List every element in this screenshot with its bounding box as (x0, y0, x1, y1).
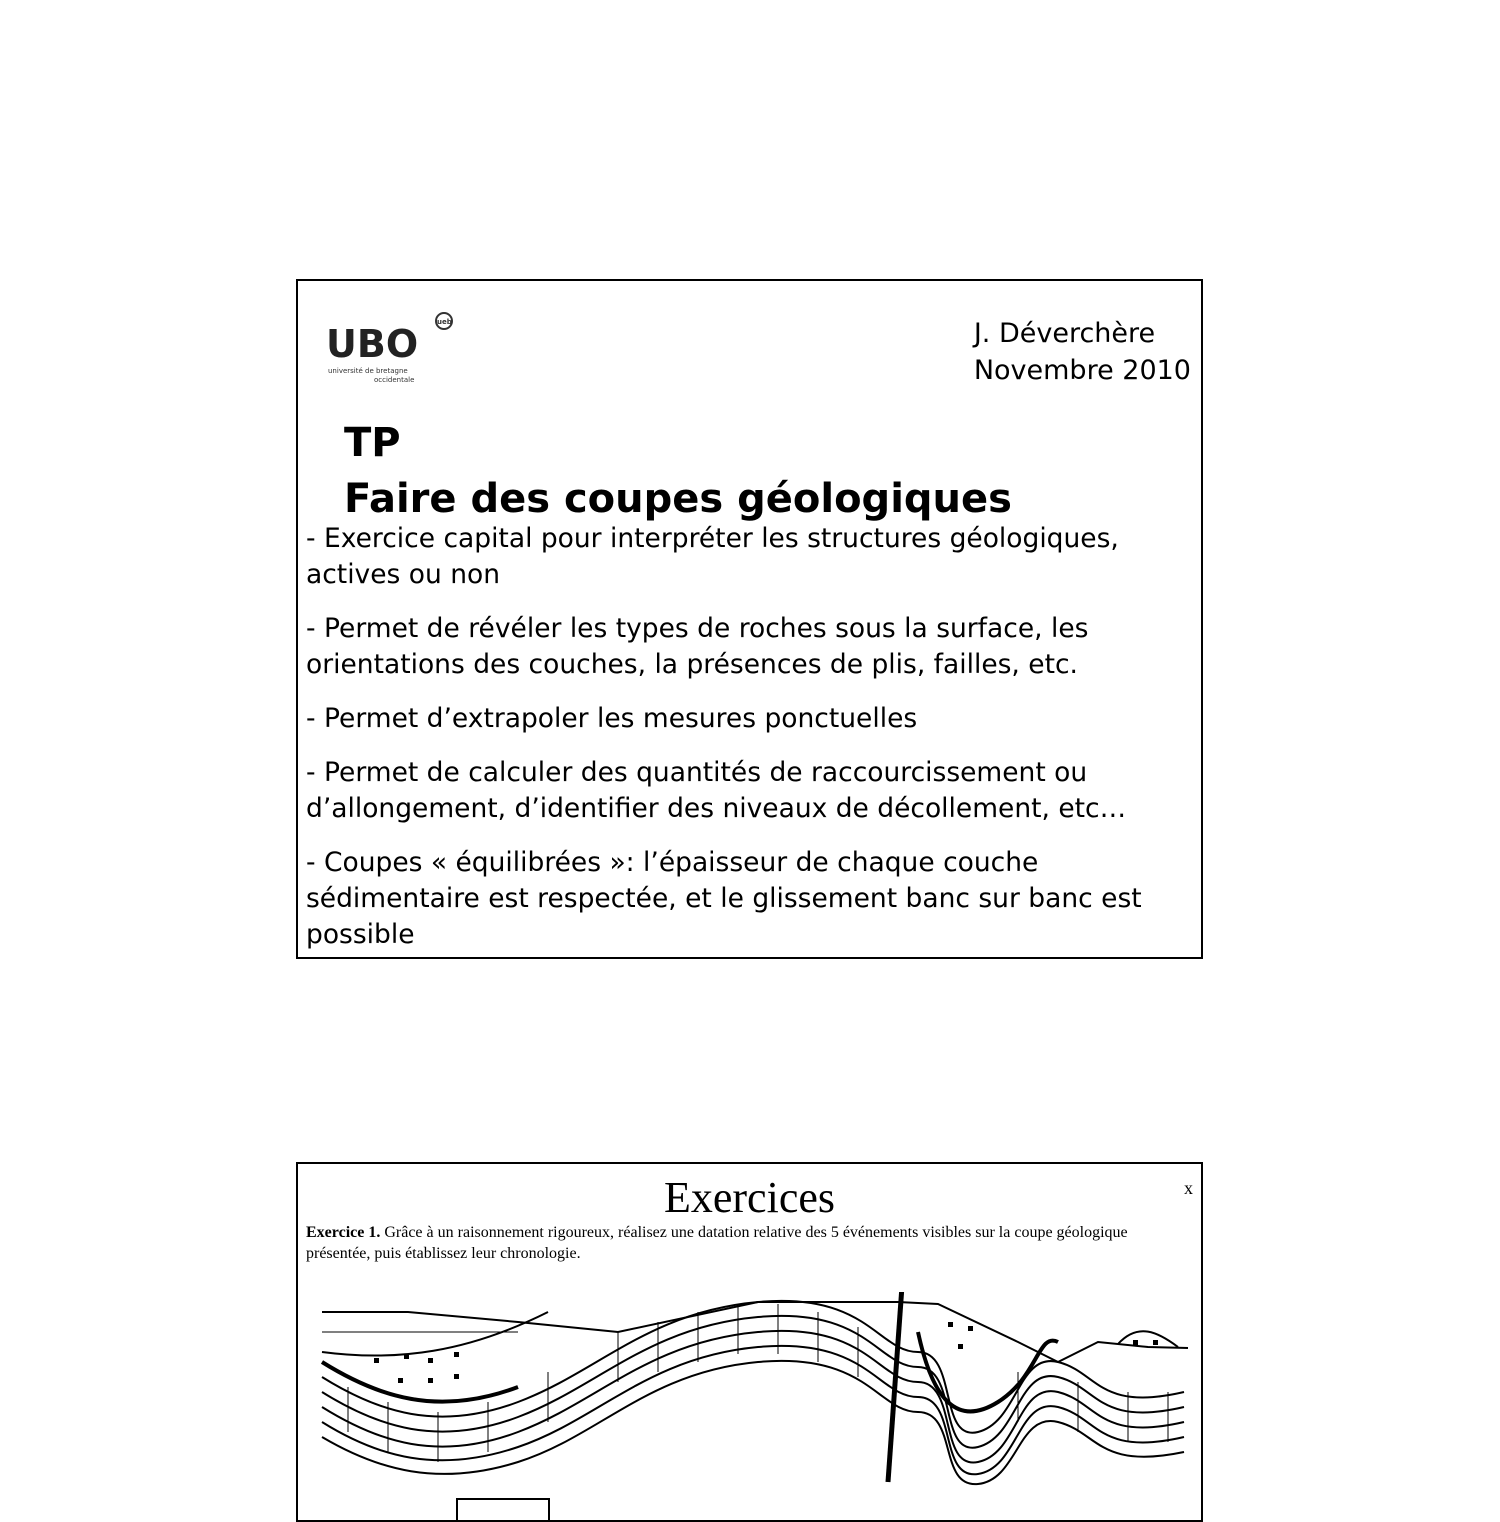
geological-cross-section (318, 1292, 1198, 1492)
exercises-title: Exercices (664, 1173, 835, 1222)
exercise-label: Exercice 1. (306, 1224, 381, 1241)
date: Novembre 2010 (973, 355, 1191, 386)
corner-mark: x (1184, 1178, 1193, 1198)
bullet-item: - Exercice capital pour interpréter les structures géologiques, actives ou non (306, 523, 1119, 590)
exercise-text: Grâce à un raisonnement rigoureux, réalisez une datation relative des 5 événements visibles sur la coupe géologique présentée, puis établissez leur chronologie. (306, 1224, 1128, 1262)
ubo-logo (324, 311, 454, 395)
title-line-2: Faire des coupes géologiques (344, 476, 1012, 522)
author-name: J. Déverchère (973, 318, 1156, 349)
bullet-list (306, 521, 1161, 959)
slide-exercises (296, 1162, 1203, 1522)
slide-title (296, 279, 1203, 959)
logo-text: UBO (326, 322, 419, 366)
author-block (974, 315, 1191, 389)
exercise-statement (306, 1222, 1141, 1264)
bullet-item: - Permet d’extrapoler les mesures ponctuelles (306, 703, 918, 734)
logo-badge: ueb (437, 318, 452, 326)
legend-box (456, 1498, 550, 1522)
title-line-1: TP (344, 420, 401, 466)
slide-heading (344, 415, 1012, 527)
bullet-item: - Permet de calculer des quantités de raccourcissement ou d’allongement, d’identifier des niveaux de décollement, etc… (306, 757, 1127, 824)
bullet-item: - Permet de révéler les types de roches sous la surface, les orientations des couches, la présences de plis, failles, etc. (306, 613, 1089, 680)
logo-subtitle-2: occidentale (374, 376, 415, 384)
bullet-item: - Coupes « équilibrées »: l’épaisseur de chaque couche sédimentaire est respectée, et le glissement banc sur banc est possible (306, 847, 1142, 950)
logo-subtitle-1: université de bretagne (328, 367, 408, 375)
